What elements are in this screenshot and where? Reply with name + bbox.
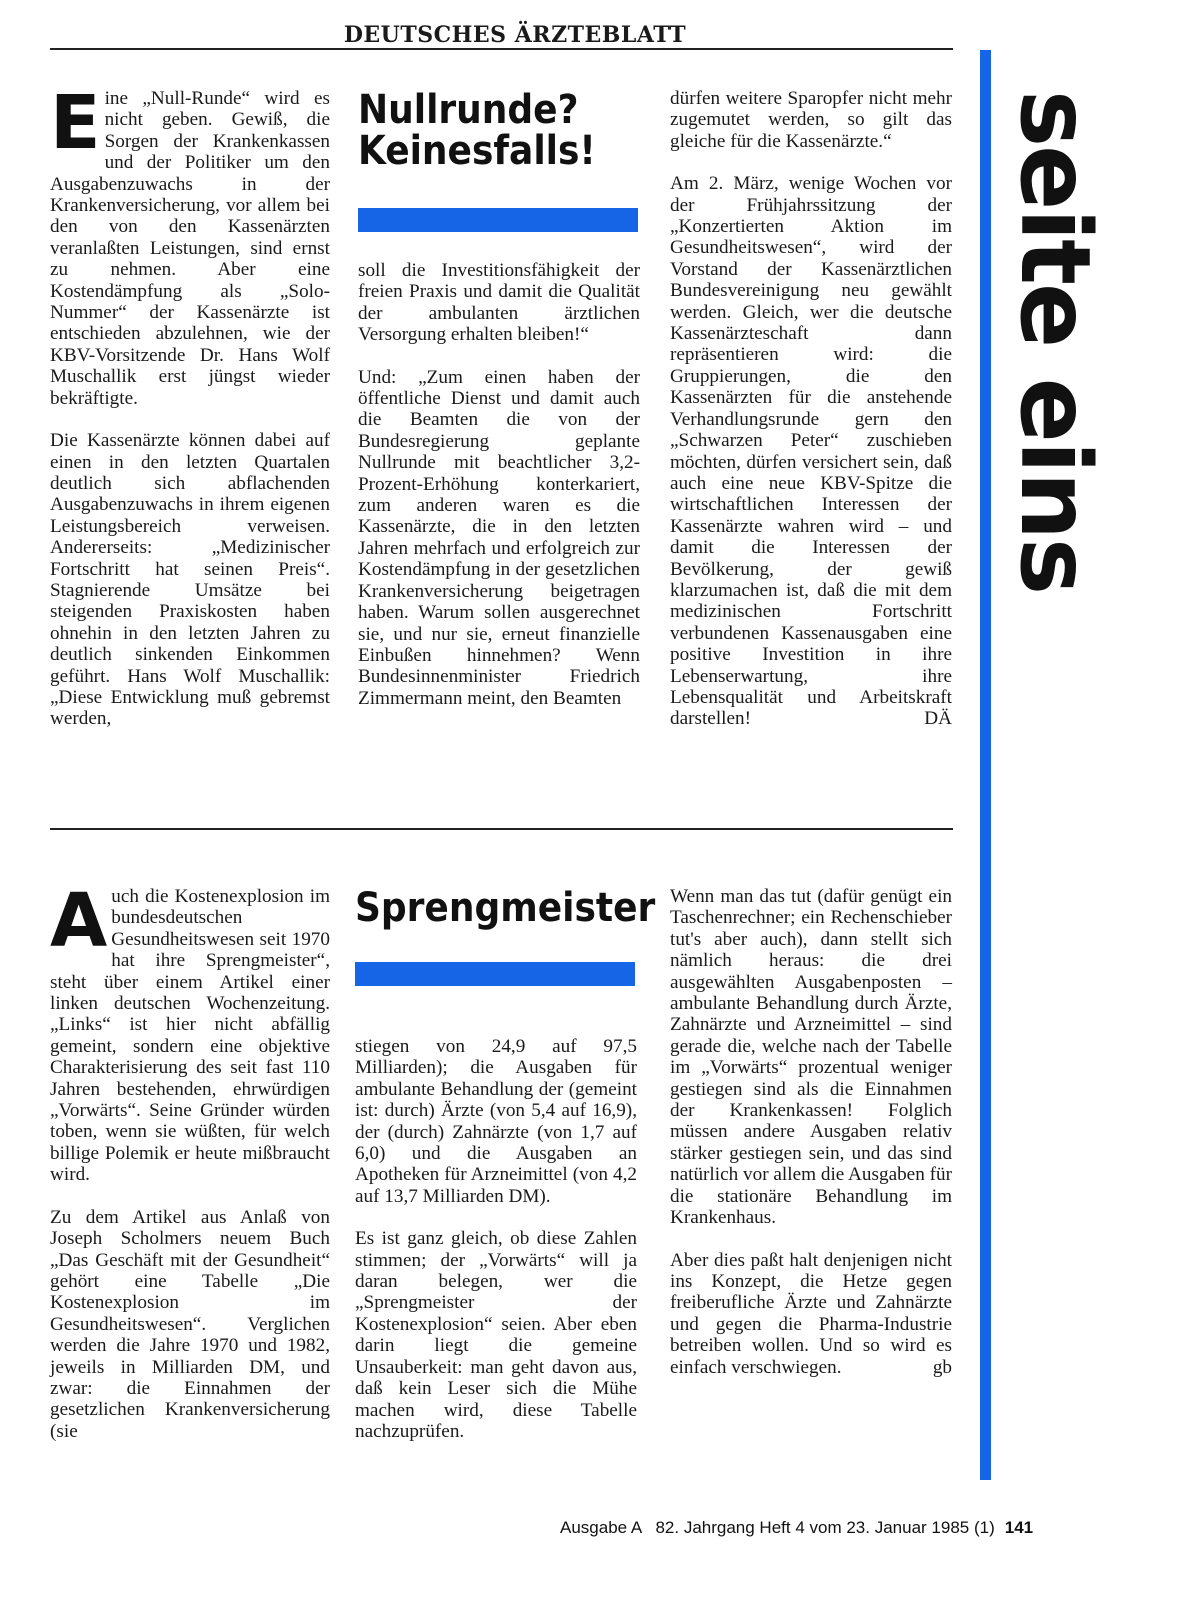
page-footer bbox=[560, 1518, 1033, 1538]
article1-col1-p2: Die Kassenärzte können dabei auf einen in den letzten Quartalen deutlich sich abflachenden Ausgabenzuwachs in ihrem eigenen Leistungsbereich verweisen. Andererseits: „Medizinischer Fortschritt hat seinen Preis“. Stagnierende Umsätze bei steigenden Praxiskosten haben ohnehin in den letzten Jahren zu deutlich sinkenden Einkommen geführt. Hans Wolf Muschallik: „Diese Entwicklung muß gebremst werden, bbox=[50, 430, 330, 730]
publication-title: DEUTSCHES ÄRZTEBLATT bbox=[343, 22, 687, 48]
article2-col2 bbox=[355, 1036, 637, 1442]
sidebar-label-wrap bbox=[999, 90, 1111, 650]
article1-col3-p2: Am 2. März, wenige Wochen vor der Frühjahrssitzung der „Konzertierten Aktion im Gesundheitswesen“, wird der Vorstand der Kassenärztlichen Bundesvereinigung neu gewählt werden. Gleich, wer die deutsche Kassenärzteschaft dann repräsentieren wird: die Gruppierungen, die den Kassenärzten für die anstehende Verhandlungsrunde gern den „Schwarzen Peter“ zuschieben möchten, dürfen versichert sein, daß auch eine neue KBV-Spitze die wirtschaftlichen Interessen der Kassenärzte wahren wird – und damit die Interessen der Bevölkerung, der gewiß klarzumachen ist, daß die mit dem medizinischen Fortschritt verbundenen Kassenausgaben eine positive Investition in ihre Lebenserwartung, ihre Lebensqualität und Arbeitskraft darstellen! bbox=[670, 173, 952, 730]
article2-dropcap: A bbox=[50, 878, 108, 964]
page-number: 141 bbox=[1004, 1518, 1034, 1537]
article2-col2-p1: stiegen von 24,9 auf 97,5 Milliarden); die Ausgaben für ambulante Behandlung der (gemeint ist: durch) Ärzte (von 5,4 auf 16,9), der (durch) Zahnärzte (von 1,7 auf 6,0) und die Ausgaben an Apotheken für Arzneimittel (von 4,2 auf 13,7 Milliarden DM). bbox=[355, 1036, 637, 1207]
article1-col3-p1: dürfen weitere Sparopfer nicht mehr zugemutet werden, so gilt das gleiche für die Kassenärzte.“ bbox=[670, 88, 952, 152]
article2-signature: gb bbox=[932, 1356, 952, 1378]
article2-col1-p1: uch die Kostenexplosion im bundesdeutschen Gesundheitswesen seit 1970 hat ihre Sprengmeister“, steht über einem Artikel einer linken deutschen Wochenzeitung. „Links“ ist hier nicht abfällig gemeint, sondern eine objektive Charakterisierung des seit fast 110 Jahren bestehenden, ehrwürdigen „Vorwärts“. Seine Gründer würden toben, wenn sie wüßten, für welch billige Polemik er heute mißbraucht wird. bbox=[50, 886, 330, 1186]
article2-col3 bbox=[670, 886, 952, 1378]
article2-col3-p1: Wenn man das tut (dafür genügt ein Taschenrechner; ein Rechenschieber tut's aber auch), dann stellt sich nämlich heraus: die drei ausgewählten Ausgabenposten – ambulante Behandlung durch Ärzte, Zahnärzte und Arzneimittel – sind gerade die, welche nach der Tabelle im „Vorwärts“ prozentual weniger gestiegen sind als die Einnahmen der Krankenkassen! Folglich müssen andere Ausgaben relativ stärker gestiegen sein, und das sind natürlich vor allem die Ausgaben für die stationäre Behandlung im Krankenhaus. bbox=[670, 886, 952, 1229]
sidebar-label: seite eins bbox=[999, 90, 1111, 594]
article1-signature: DÄ bbox=[924, 708, 952, 730]
article2-col3-p2: Aber dies paßt halt denjenigen nicht ins Konzept, die Hetze gegen freiberufliche Ärzte und Zahnärzte und gegen die Pharma-Industrie betreiben wollen. Und so wird es einfach verschwiegen. bbox=[670, 1249, 952, 1378]
article2-col2-p2: Es ist ganz gleich, ob diese Zahlen stimmen; der „Vorwärts“ will ja daran belegen, wer die „Sprengmeister der Kostenexplosion“ seien. Aber eben darin liegt die gemeine Unsauberkeit: man geht davon aus, daß kein Leser sich die Mühe machen wird, diese Tabelle nachzuprüfen. bbox=[355, 1228, 637, 1442]
sidebar-accent-bar bbox=[980, 50, 991, 1480]
article1-col2-p1: soll die Investitionsfähigkeit der freien Praxis und damit die Qualität der ambulanten ärztlichen Versorgung erhalten bleiben!“ bbox=[358, 260, 640, 346]
article2-headline: Sprengmeister bbox=[355, 885, 656, 931]
section-divider bbox=[50, 828, 953, 830]
article1-col2-p2: Und: „Zum einen haben der öffentliche Dienst und damit auch die Beamten die von der Bundesregierung geplante Nullrunde mit beachtlicher 3,2-Prozent-Erhöhung konterkariert, zum anderen waren es die Kassenärzte, die in den letzten Jahren mehrfach und erfolgreich zur Kostendämpfung in der gesetzlichen Krankenversicherung beigetragen haben. Warum sollen ausgerechnet sie, und nur sie, erneut finanzielle Einbußen hinnehmen? Wenn Bundesinnenminister Friedrich Zimmermann meint, den Beamten bbox=[358, 366, 640, 709]
article1-col1 bbox=[50, 80, 330, 730]
article2-col1 bbox=[50, 878, 330, 1442]
article1-col3 bbox=[670, 88, 952, 730]
article1-headline-bar bbox=[358, 208, 638, 232]
article2-col1-p2: Zu dem Artikel aus Anlaß von Joseph Scholmers neuem Buch „Das Geschäft mit der Gesundheit“ gehört eine Tabelle „Die Kostenexplosion im Gesundheitswesen“. Verglichen werden die Jahre 1970 und 1982, jeweils in Milliarden DM, und zwar: die Einnahmen der gesetzlichen Krankenversicherung (sie bbox=[50, 1206, 330, 1442]
header-rule bbox=[50, 48, 953, 50]
article1-col1-p1: ine „Null-Runde“ wird es nicht geben. Gewiß, die Sorgen der Krankenkassen und der Politiker um den Ausgabenzuwachs in der Krankenversicherung, vor allem bei den von den Kassenärzten veranlaßten Leistungen, sind ernst zu nehmen. Aber eine Kostendämpfung als „Solo-Nummer“ der Kassenärzte ist entschieden abzulehnen, wie der KBV-Vorsitzende Dr. Hans Wolf Muschallik erst jüngst wieder bekräftigte. bbox=[50, 88, 330, 409]
footer-issue-info: Ausgabe A 82. Jahrgang Heft 4 vom 23. Januar 1985 (1) bbox=[560, 1518, 995, 1537]
article1-dropcap: E bbox=[50, 80, 101, 166]
article2-headline-bar bbox=[355, 962, 635, 986]
article1-headline: Nullrunde? Keinesfalls! bbox=[358, 87, 596, 174]
article1-col2 bbox=[358, 260, 640, 709]
